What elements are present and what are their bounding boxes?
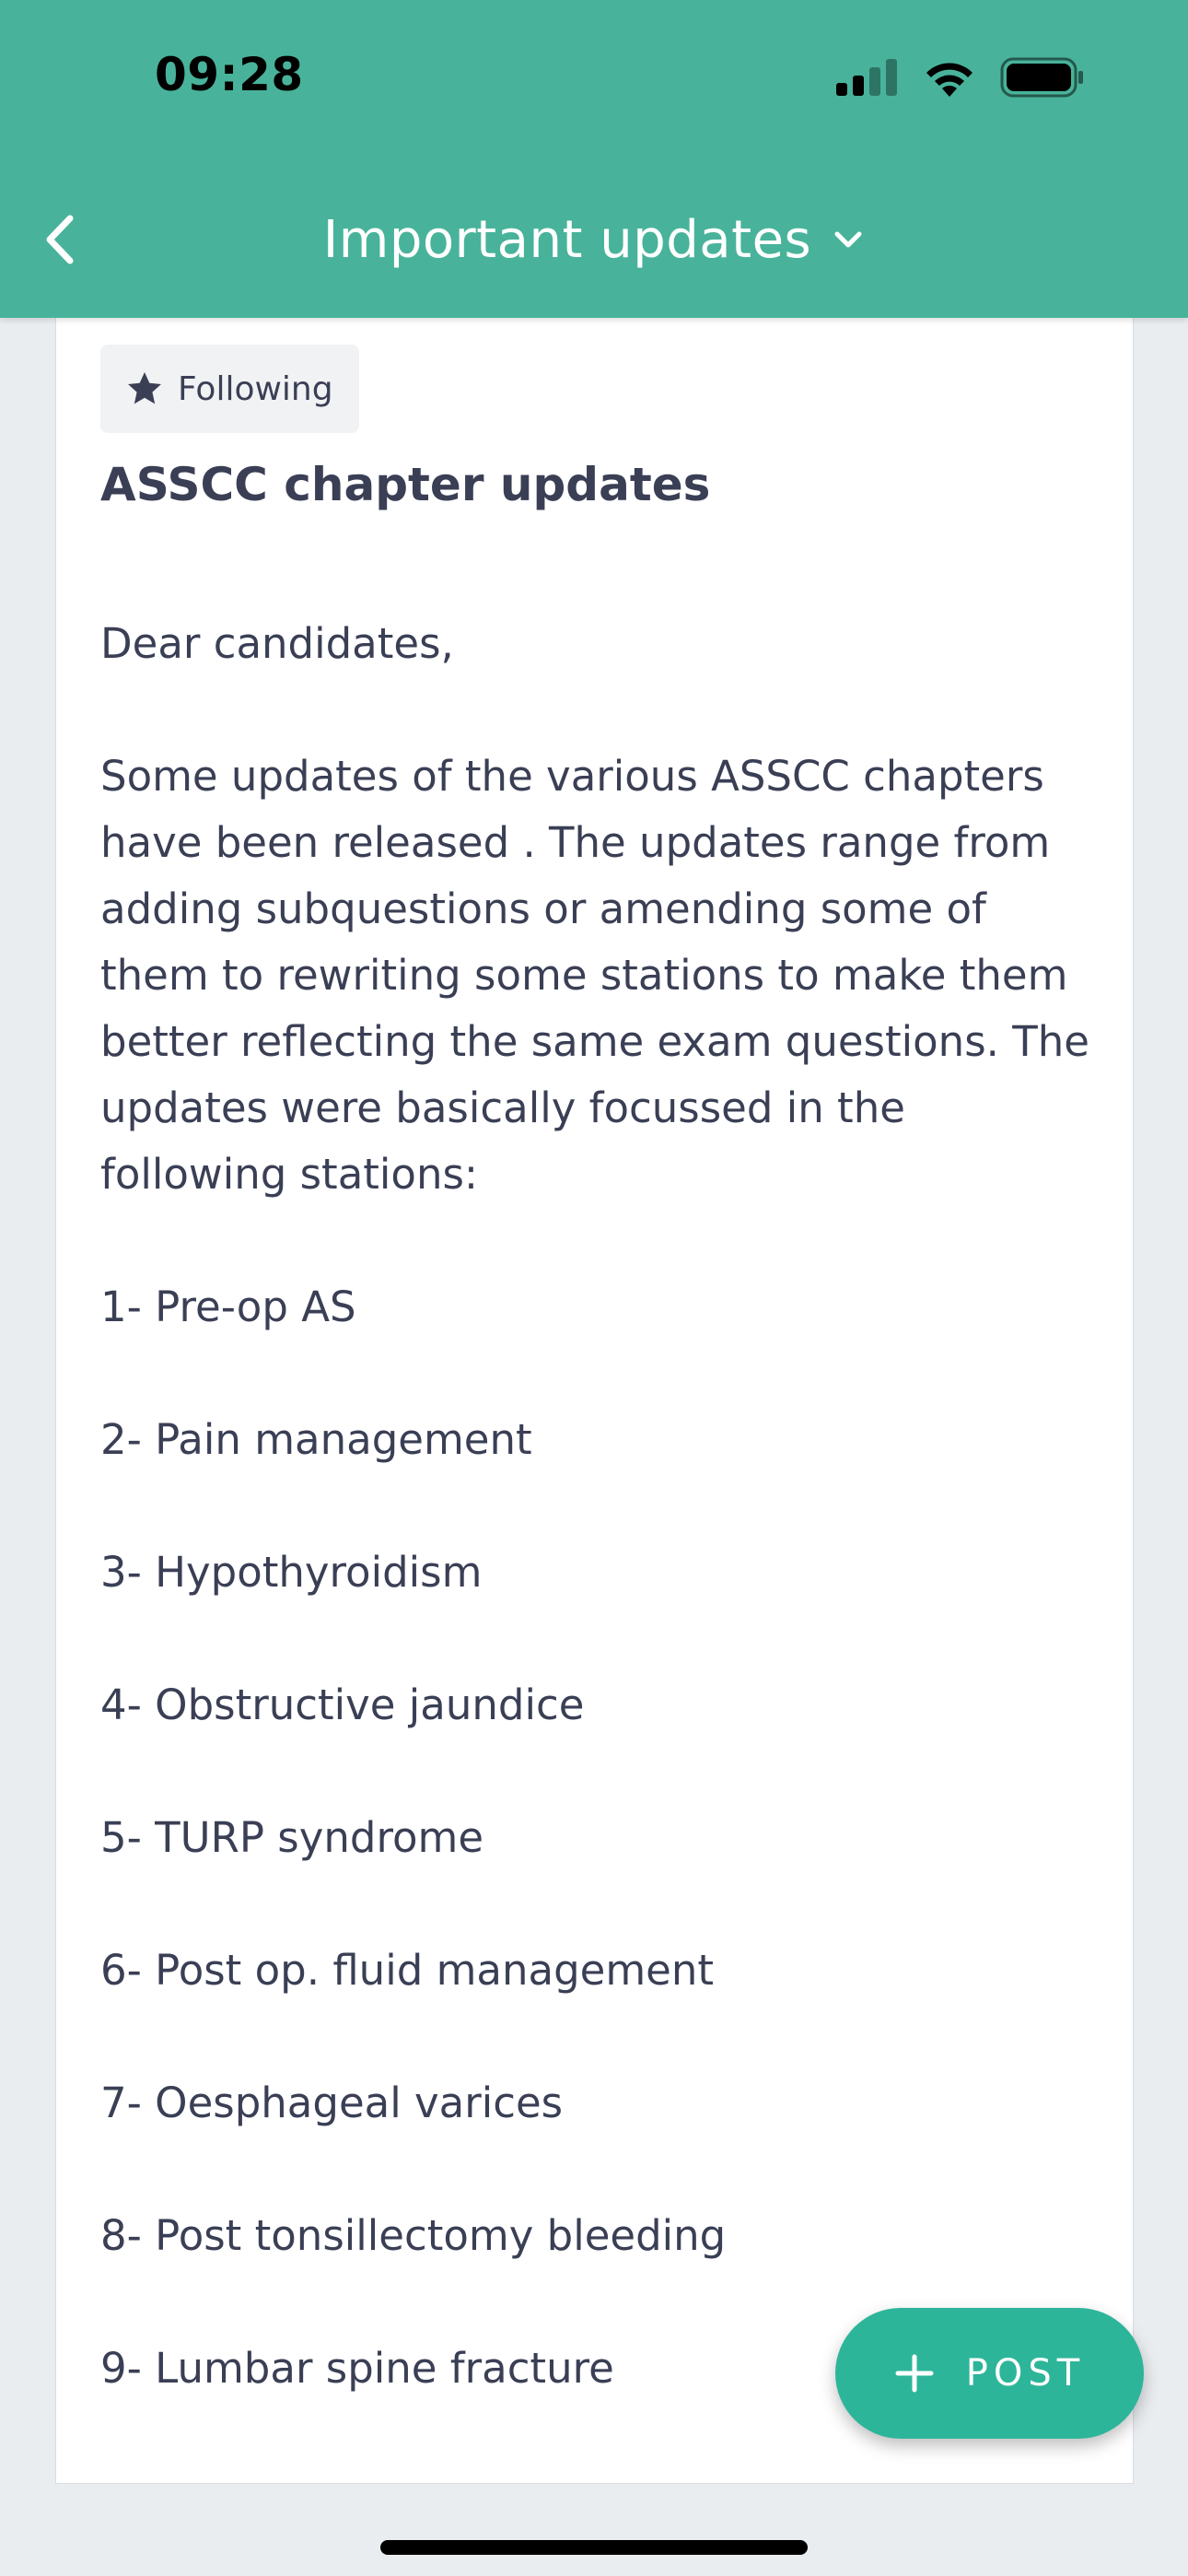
station-item: 9- Lumbar spine fracture bbox=[100, 2344, 614, 2393]
plus-icon bbox=[894, 2353, 935, 2394]
post-intro bbox=[100, 744, 1104, 1208]
app-header bbox=[0, 0, 1188, 318]
intro-line: adding subquestions or amending some of bbox=[100, 884, 986, 933]
intro-line: have been released . The updates range from bbox=[100, 818, 1051, 867]
post-body bbox=[100, 611, 1104, 2468]
post-button[interactable] bbox=[835, 2308, 1144, 2439]
station-item: 1- Pre-op AS bbox=[100, 1282, 356, 1331]
station-item: 3- Hypothyroidism bbox=[100, 1548, 483, 1597]
intro-line: following stations: bbox=[100, 1150, 479, 1199]
post-button-label: POST bbox=[965, 2352, 1086, 2395]
wifi-icon bbox=[923, 58, 976, 97]
following-badge[interactable] bbox=[100, 345, 359, 433]
post-greeting: Dear candidates, bbox=[100, 619, 454, 668]
station-item: 7- Oesphageal varices bbox=[100, 2078, 564, 2127]
chevron-down-icon bbox=[832, 228, 865, 252]
status-icons bbox=[834, 57, 1085, 98]
intro-line: updates were basically focussed in the bbox=[100, 1083, 905, 1132]
station-item: 5- TURP syndrome bbox=[100, 1813, 484, 1862]
cellular-signal-icon bbox=[834, 59, 899, 96]
status-time: 09:28 bbox=[155, 48, 304, 101]
intro-line: better reflecting the same exam questions. The bbox=[100, 1017, 1089, 1066]
following-label: Following bbox=[178, 369, 333, 408]
post-card bbox=[55, 318, 1134, 2484]
home-indicator[interactable] bbox=[380, 2540, 808, 2555]
intro-line: Some updates of the various ASSCC chapters bbox=[100, 752, 1044, 801]
station-item: 4- Obstructive jaundice bbox=[100, 1680, 585, 1729]
page-title: Important updates bbox=[322, 209, 812, 270]
battery-icon bbox=[1000, 57, 1085, 98]
station-item: 8- Post tonsillectomy bleeding bbox=[100, 2211, 727, 2260]
station-item: 6- Post op. fluid management bbox=[100, 1946, 715, 1995]
post-title: ASSCC chapter updates bbox=[100, 458, 711, 511]
star-icon bbox=[124, 369, 165, 409]
intro-line: them to rewriting some stations to make them bbox=[100, 951, 1068, 1000]
station-item: 2- Pain management bbox=[100, 1415, 532, 1464]
header-title-dropdown[interactable] bbox=[0, 207, 1188, 272]
